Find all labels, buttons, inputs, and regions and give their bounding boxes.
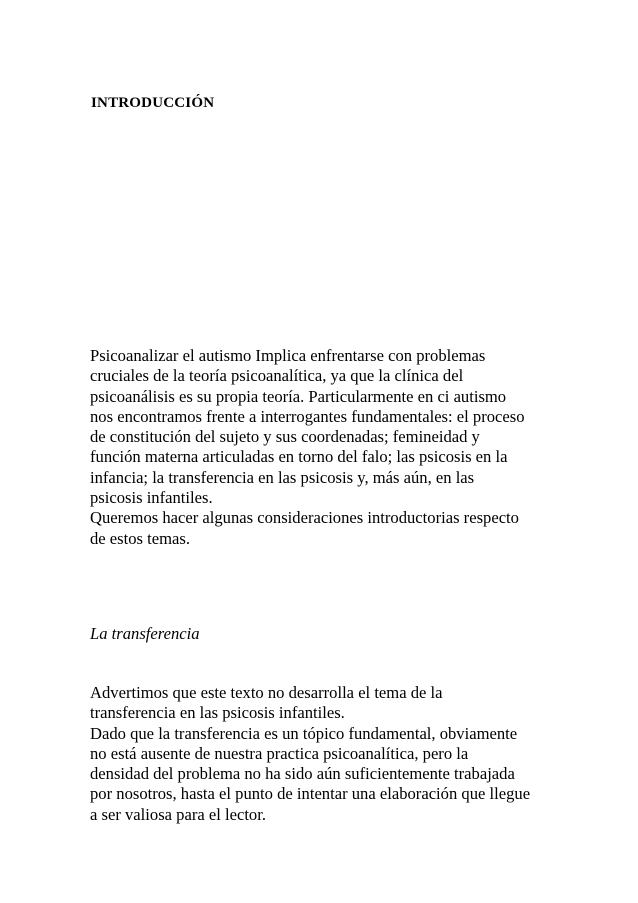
- intro-paragraph: [90, 346, 560, 549]
- text-line: de estos temas.: [90, 528, 191, 548]
- section-heading: La transferencia: [90, 624, 200, 643]
- text-line: Dado que la transferencia es un tópico fundamental, obviamente: [90, 723, 518, 743]
- text-line: no está ausente de nuestra practica psicoanalítica, pero la: [90, 743, 469, 763]
- text-line: Psicoanalizar el autismo Implica enfrentarse con problemas: [90, 346, 486, 365]
- section-paragraph: [90, 683, 560, 825]
- text-line: transferencia en las psicosis infantiles.: [90, 703, 345, 723]
- text-line: a ser valiosa para el lector.: [90, 804, 266, 824]
- text-line: de constitución del sujeto y sus coordenadas; femineidad y: [90, 427, 480, 447]
- text-line: infancia; la transferencia en las psicosis y, más aún, en las: [90, 467, 475, 487]
- text-line: Queremos hacer algunas consideraciones introductorias respecto: [90, 508, 519, 528]
- text-line: función materna articuladas en torno del falo; las psicosis en la: [90, 447, 508, 467]
- page-title: INTRODUCCIÓN: [91, 95, 215, 111]
- text-line: nos encontramos frente a interrogantes fundamentales: el proceso: [90, 406, 525, 426]
- text-line: psicosis infantiles.: [90, 488, 213, 508]
- text-line: psicoanálisis es su propia teoría. Particularmente en ci autismo: [90, 386, 507, 406]
- text-line: por nosotros, hasta el punto de intentar una elaboración que llegue: [90, 784, 531, 804]
- text-line: cruciales de la teoría psicoanalítica, ya que la clínica del: [90, 366, 464, 386]
- text-line: Advertimos que este texto no desarrolla el tema de la: [90, 683, 443, 702]
- text-line: densidad del problema no ha sido aún suficientemente trabajada: [90, 764, 515, 784]
